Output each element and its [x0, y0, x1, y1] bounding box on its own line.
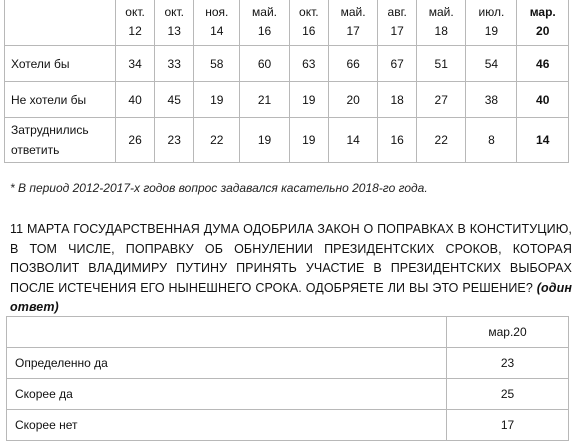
table-cell: 23 — [155, 118, 194, 163]
col-header: май. 16 — [240, 0, 289, 46]
table-cell: 51 — [416, 46, 465, 82]
survey-question — [10, 220, 572, 318]
table-cell: 14 — [328, 118, 377, 163]
question-text: 11 МАРТА ГОСУДАРСТВЕННАЯ ДУМА ОДОБРИЛА ЗАКОН О ПОПРАВКАХ В КОНСТИТУЦИЮ, В ТОМ ЧИСЛЕ, ПОПРАВКУ ОБ ОБНУЛЕНИИ ПРЕЗИДЕНТСКИХ СРОКОВ, КОТОРАЯ ПОЗВОЛИТ ВЛАДИМИРУ ПУТИНУ ПРИНЯТЬ УЧАСТИЕ В ПРЕЗИДЕНТСКИХ ВЫБОРАХ ПОСЛЕ ИСТЕЧЕНИЯ ЕГО НЫНЕШНЕГО СРОКА. ОДОБРЯЕТЕ ЛИ ВЫ ЭТО РЕШЕНИЕ? — [10, 222, 572, 295]
row-label: Скорее да — [7, 379, 447, 410]
col-header: май. 17 — [328, 0, 377, 46]
table-cell: 63 — [289, 46, 328, 82]
col-header: июл. 19 — [466, 0, 517, 46]
col-header: мар.20 — [447, 317, 569, 348]
table-cell: 19 — [289, 82, 328, 118]
table-row — [5, 82, 569, 118]
table-row — [5, 118, 569, 163]
row-label: Затруднились ответить — [5, 118, 116, 163]
table-cell: 60 — [240, 46, 289, 82]
table-header-row — [5, 0, 569, 46]
table-cell: 38 — [466, 82, 517, 118]
row-label: Хотели бы — [5, 46, 116, 82]
table-cell: 66 — [328, 46, 377, 82]
table-cell: 19 — [194, 82, 240, 118]
table-row — [7, 410, 569, 441]
table-cell-current: 46 — [517, 46, 569, 82]
header-empty-cell — [7, 317, 447, 348]
table-row — [7, 348, 569, 379]
table-cell: 19 — [240, 118, 289, 163]
table-cell: 21 — [240, 82, 289, 118]
table-cell: 16 — [378, 118, 417, 163]
table-cell: 27 — [416, 82, 465, 118]
table-cell: 33 — [155, 46, 194, 82]
header-empty-cell — [5, 0, 116, 46]
table-presidential-wish — [4, 0, 569, 163]
table-cell: 54 — [466, 46, 517, 82]
table-row — [5, 46, 569, 82]
row-label: Не хотели бы — [5, 82, 116, 118]
table-cell: 22 — [194, 118, 240, 163]
col-header: окт. 12 — [116, 0, 155, 46]
col-header: май. 18 — [416, 0, 465, 46]
table-cell: 58 — [194, 46, 240, 82]
table-approval — [6, 316, 569, 441]
table-cell-current: 40 — [517, 82, 569, 118]
row-label: Определенно да — [7, 348, 447, 379]
col-header-current: мар. 20 — [517, 0, 569, 46]
col-header: ноя. 14 — [194, 0, 240, 46]
table-cell: 19 — [289, 118, 328, 163]
row-label: Скорее нет — [7, 410, 447, 441]
table-cell: 25 — [447, 379, 569, 410]
table-header-row — [7, 317, 569, 348]
question-hint: (один ответ) — [10, 280, 572, 314]
table-cell: 22 — [416, 118, 465, 163]
table-row — [7, 379, 569, 410]
table-cell: 23 — [447, 348, 569, 379]
table-cell: 18 — [378, 82, 417, 118]
table-cell-current: 14 — [517, 118, 569, 163]
table-cell: 40 — [116, 82, 155, 118]
table-cell: 26 — [116, 118, 155, 163]
table-cell: 8 — [466, 118, 517, 163]
table-cell: 17 — [447, 410, 569, 441]
col-header: окт. 16 — [289, 0, 328, 46]
table-cell: 20 — [328, 82, 377, 118]
table-cell: 45 — [155, 82, 194, 118]
table-cell: 34 — [116, 46, 155, 82]
footnote: * В период 2012-2017-х годов вопрос задавался касательно 2018-го года. — [10, 181, 428, 195]
col-header: окт. 13 — [155, 0, 194, 46]
table-cell: 67 — [378, 46, 417, 82]
col-header: авг. 17 — [378, 0, 417, 46]
